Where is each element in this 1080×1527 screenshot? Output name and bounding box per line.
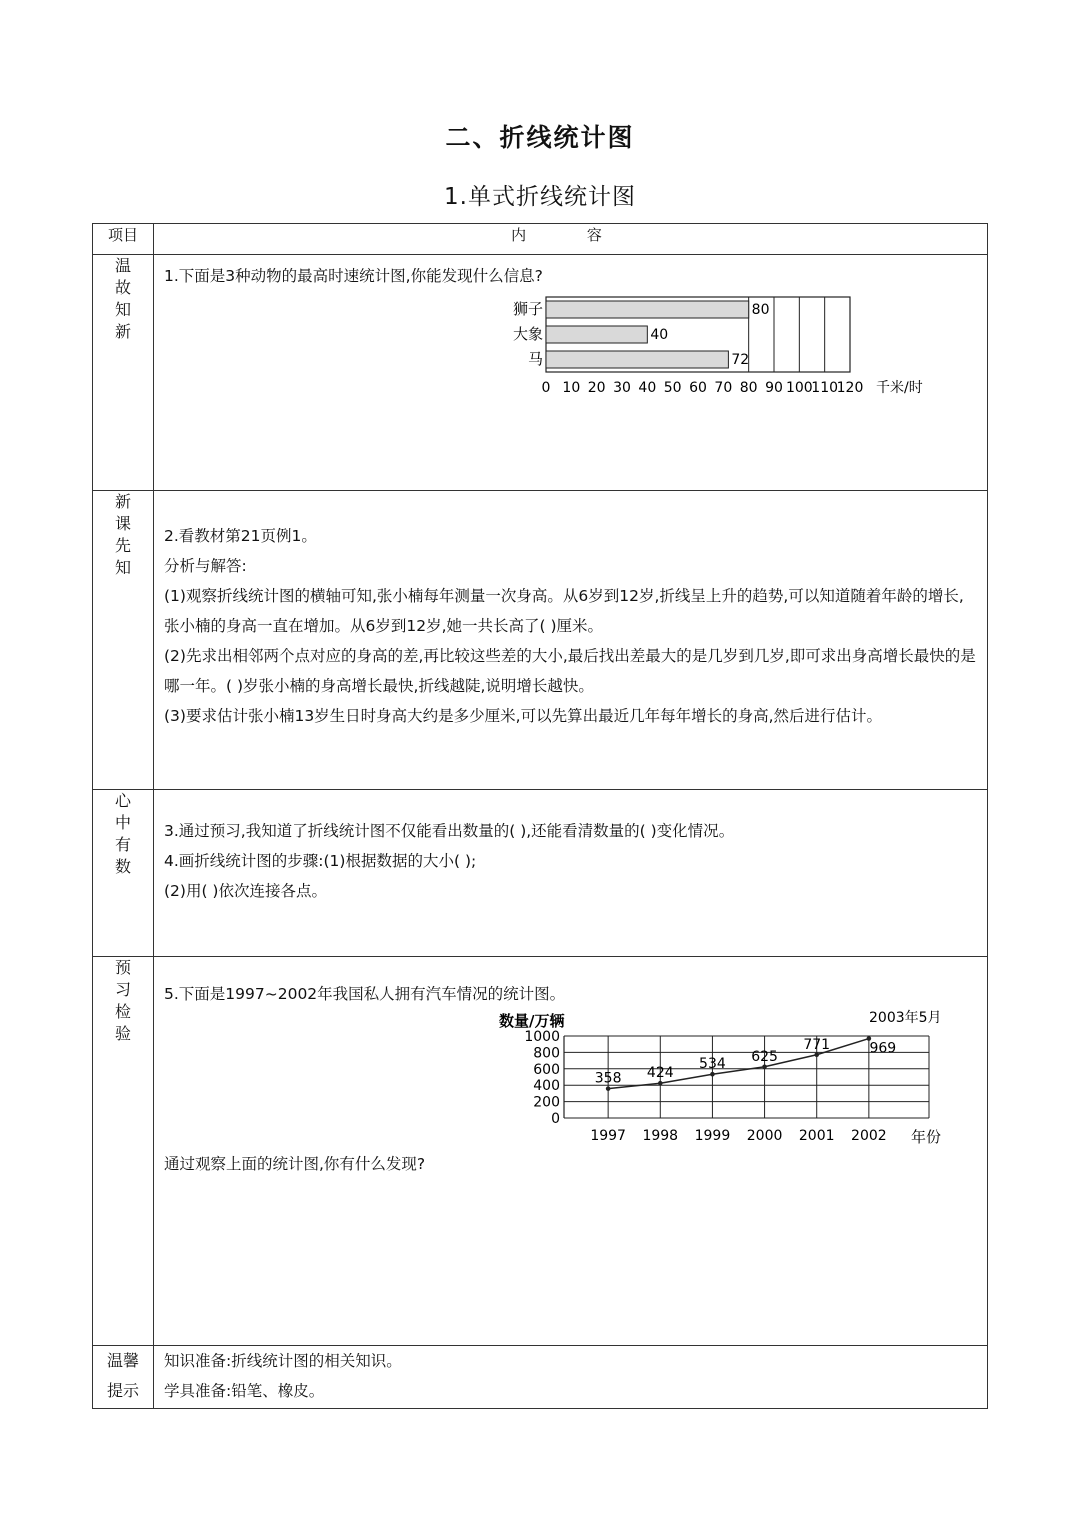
paragraph: (2)先求出相邻两个点对应的身高的差,再比较这些差的大小,最后找出差最大的是几岁到几岁,即可求出身高增长最快的是哪一年。( )岁张小楠的身高增长最快,折线越陡,说明增长越快。 [164, 647, 976, 695]
section-row [93, 957, 988, 1346]
header-item: 项目 [93, 224, 154, 255]
question-text: 5.下面是1997~2002年我国私人拥有汽车情况的统计图。 [164, 985, 566, 1003]
page-subtitle: 1.单式折线统计图 [444, 184, 636, 210]
section-label: 新课先知 [93, 491, 154, 790]
x-tick-label: 2000 [746, 1128, 783, 1144]
section-content [154, 491, 988, 790]
y-tick-label: 1000 [524, 1029, 560, 1045]
header-content: 内 容 [154, 224, 988, 255]
x-axis-label: 年份 [911, 1128, 942, 1146]
bar [546, 351, 728, 368]
question-text: (2)用( )依次连接各点。 [164, 882, 327, 900]
section-content [154, 1346, 988, 1409]
section-row [93, 1346, 988, 1409]
question-text: 2.看教材第21页例1。 [164, 527, 317, 545]
section-label: 温故知新 [93, 255, 154, 491]
study-table [92, 223, 988, 1409]
section-label: 预习检验 [93, 957, 154, 1346]
question-text: 1.下面是3种动物的最高时速统计图,你能发现什么信息? [164, 267, 543, 285]
x-tick-label: 20 [587, 380, 606, 396]
x-tick-label: 60 [689, 380, 707, 396]
x-tick-label: 120 [836, 380, 864, 396]
x-tick-label: 30 [613, 380, 631, 396]
y-tick-label: 400 [533, 1078, 560, 1095]
data-label: 534 [699, 1056, 726, 1073]
data-label: 72 [731, 352, 750, 368]
data-label: 771 [803, 1036, 831, 1053]
section-content [154, 255, 988, 491]
data-label: 40 [650, 327, 669, 343]
x-tick-label: 110 [811, 380, 839, 396]
category-label: 马 [527, 350, 543, 368]
x-tick-label: 1997 [590, 1128, 626, 1144]
data-label: 625 [751, 1048, 778, 1065]
x-tick-label: 40 [638, 380, 657, 396]
data-point [658, 1081, 663, 1086]
data-point [606, 1086, 611, 1091]
section-row [93, 491, 988, 790]
speed-bar-chart [344, 291, 923, 409]
x-tick-label: 10 [562, 380, 581, 396]
section-content [154, 790, 988, 957]
y-tick-label: 800 [533, 1045, 560, 1062]
table-header-row [93, 224, 988, 255]
category-label: 大象 [512, 325, 543, 343]
category-label: 狮子 [512, 300, 543, 318]
data-point [762, 1064, 767, 1069]
x-tick-label: 70 [714, 380, 733, 396]
data-label: 969 [869, 1040, 897, 1057]
data-label: 424 [646, 1065, 674, 1082]
x-tick-label: 100 [785, 380, 813, 396]
tip-text: 学具准备:铅笔、橡皮。 [164, 1382, 325, 1400]
x-tick-label: 1999 [694, 1128, 731, 1144]
x-tick-label: 0 [541, 380, 551, 396]
question-text: 3.通过预习,我知道了折线统计图不仅能看出数量的( ),还能看清数量的( )变化情况。 [164, 822, 735, 840]
question-text: 通过观察上面的统计图,你有什么发现? [164, 1155, 426, 1173]
data-point [710, 1072, 715, 1077]
x-tick-label: 80 [739, 380, 758, 396]
paragraph: (3)要求估计张小楠13岁生日时身高大约是多少厘米,可以先算出最近几年每年增长的身高,然后进行估计。 [164, 707, 883, 725]
data-label: 358 [594, 1070, 622, 1087]
data-point [814, 1052, 819, 1057]
x-tick-label: 90 [765, 380, 783, 396]
unit-label: 千米/时 [876, 380, 923, 396]
annotation: 2003年5月 [869, 1010, 942, 1026]
section-row [93, 255, 988, 491]
section-content [154, 957, 988, 1346]
section-row [93, 790, 988, 957]
section-label: 心中有数 [93, 790, 154, 957]
y-tick-label: 200 [533, 1094, 560, 1111]
y-axis-label: 数量/万辆 [499, 1012, 565, 1030]
y-tick-label: 0 [551, 1111, 560, 1127]
x-tick-label: 50 [663, 380, 682, 396]
data-label: 80 [751, 302, 770, 318]
y-tick-label: 600 [533, 1061, 560, 1078]
tip-text: 知识准备:折线统计图的相关知识。 [164, 1352, 402, 1370]
paragraph: 分析与解答: [164, 557, 247, 575]
x-tick-label: 1998 [642, 1128, 679, 1144]
bar [546, 301, 749, 318]
x-tick-label: 2001 [798, 1128, 835, 1144]
bar [546, 326, 647, 343]
paragraph: (1)观察折线统计图的横轴可知,张小楠每年测量一次身高。从6岁到12岁,折线呈上升的趋势,可以知道随着年龄的增长,张小楠的身高一直在增加。从6岁到12岁,她一共长高了( )厘米。 [164, 587, 964, 635]
section-label: 温馨提示 [93, 1346, 154, 1409]
car-line-chart [339, 1009, 942, 1149]
question-text: 4.画折线统计图的步骤:(1)根据数据的大小( ); [164, 852, 477, 870]
page-title: 二、折线统计图 [445, 123, 635, 152]
x-tick-label: 2002 [851, 1128, 887, 1144]
